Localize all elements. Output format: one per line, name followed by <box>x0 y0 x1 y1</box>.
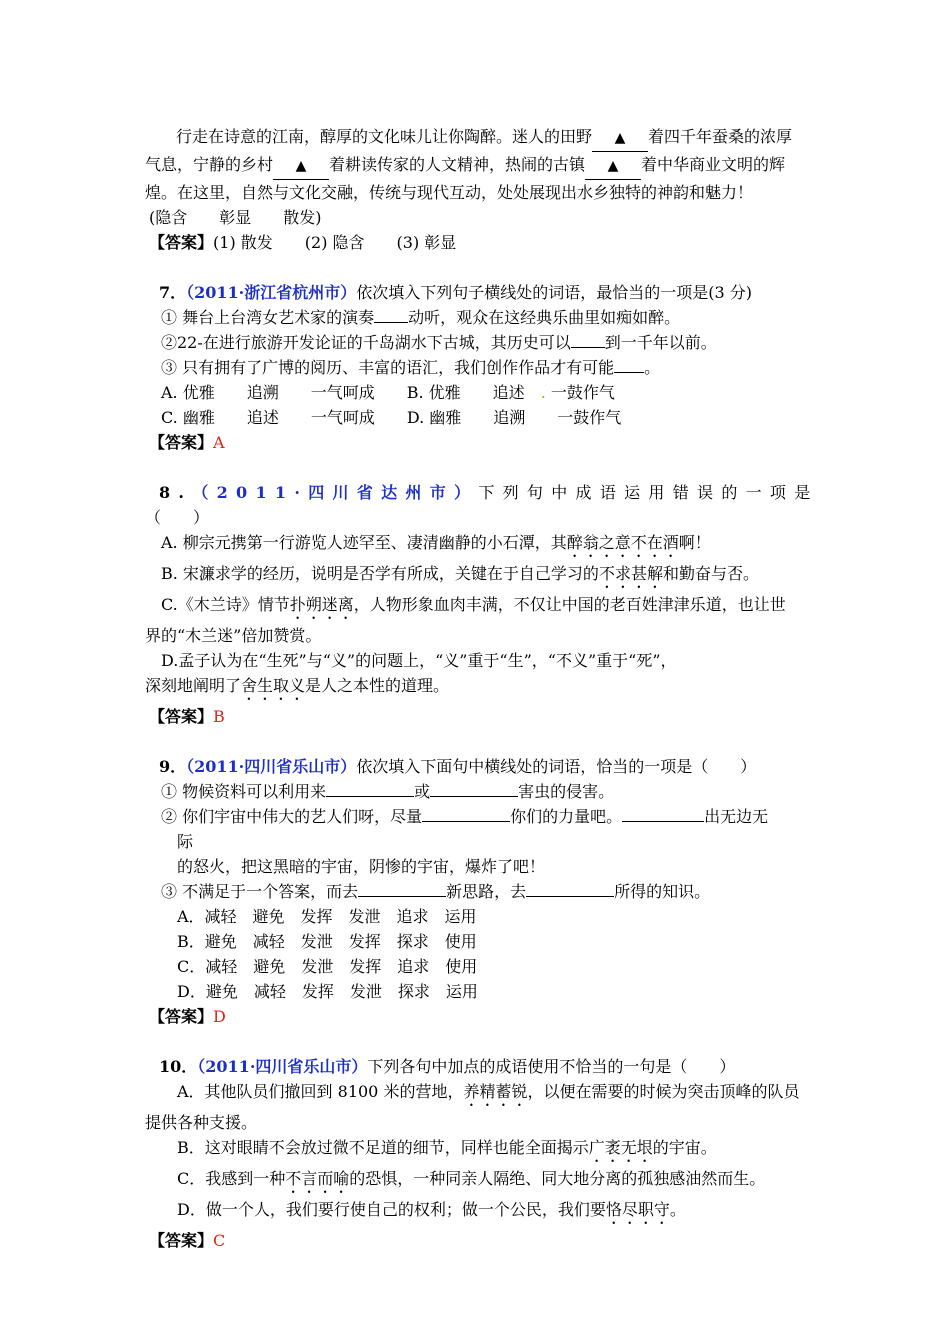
question-10-option-a-cont: 提供各种支援。 <box>145 1113 258 1132</box>
answer-text: A <box>213 433 225 452</box>
option-text: A．其他队员们撤回到 8100 米的营地， <box>177 1082 464 1101</box>
question-10-stem <box>145 1054 817 1079</box>
option-text: 深刻地阐明了 <box>145 676 242 695</box>
dotted-idiom: 养精蓄锐 <box>463 1082 528 1101</box>
question-8-option-c-cont: 界的“木兰迷”倍加赞赏。 <box>145 626 322 645</box>
answer-text: C <box>213 1231 226 1250</box>
question-text: 下列各句中加点的成语使用不恰当的一句是（ ） <box>367 1057 736 1076</box>
sentence-text: 动听，观众在这经典乐曲里如痴如醉。 <box>408 308 681 327</box>
question-10-option-d <box>145 1197 817 1228</box>
option-text: 。 <box>669 1200 686 1219</box>
question-10-option-b <box>145 1135 817 1166</box>
question-number: 10． <box>159 1057 198 1076</box>
option-text: B. 宋濂求学的经历，说明是否学有所成，关键在于自己学习的 <box>161 564 599 583</box>
question-7-sentence-2 <box>145 330 817 355</box>
sentence-text: ②22-在进行旅游开发论证的千岛湖水下古城，其历史可以 <box>161 333 571 352</box>
answer-text: D <box>213 1007 226 1026</box>
passage-line-2 <box>145 152 817 180</box>
question-number: 7． <box>159 283 187 302</box>
option-text: C.《木兰诗》情节 <box>161 595 290 614</box>
question-9-option-d: D．避免 减轻 发挥 发泄 探求 运用 <box>177 982 478 1001</box>
option-text: B．这对眼睛不会放过微不足道的细节，同样也能全面揭示 <box>177 1138 589 1157</box>
question-text: 依次填入下面句中横线处的词语，恰当的一项是（ ） <box>356 757 757 776</box>
triangle-blank: ▲ <box>585 154 641 180</box>
answer-label: 【答案】 <box>149 433 214 452</box>
question-text: 下列句中成语运用错误的一项是 <box>478 483 819 502</box>
question-9-sentence-2-wrap: 际 <box>177 832 194 851</box>
option-text: D．做一个人，我们要行使自己的权利；做一个公民，我们要 <box>177 1200 606 1219</box>
answer-line <box>145 704 817 729</box>
sentence-text: ② 你们宇宙中伟大的艺人们呀，尽量 <box>161 807 423 826</box>
option-text: A. 柳宗元携第一行游览人迹罕至、凄清幽静的小石潭，其 <box>161 533 567 552</box>
question-source: （2011·浙江省杭州市） <box>186 283 357 302</box>
option-text: ，以便在需要的时候为突击顶峰的队员 <box>527 1082 800 1101</box>
question-9-option-a: A．减轻 避免 发挥 发泄 追求 运用 <box>177 907 477 926</box>
sentence-text: 到一千年以前。 <box>604 333 717 352</box>
fill-blank <box>571 333 605 348</box>
option-a: A. 优雅 追溯 一气呵成 <box>161 383 375 402</box>
dotted-idiom: 醉翁之意不在酒 <box>566 533 679 552</box>
fill-blank <box>358 882 446 897</box>
question-number: 8. <box>159 483 193 502</box>
question-number: 9． <box>159 757 187 776</box>
fill-blank <box>622 807 704 822</box>
question-source: （2011·四川省乐山市） <box>186 757 357 776</box>
passage-text: 气息，宁静的乡村 <box>145 155 274 174</box>
option-text: ，人物形象血肉丰满，不仅让中国的老百姓津津乐道，也让世 <box>353 595 786 614</box>
option-text: 的宇宙。 <box>652 1138 717 1157</box>
question-text: 依次填入下列句子横线处的词语，最恰当的一项是(3 分) <box>356 283 753 302</box>
option-b: B. 优雅 追述 <box>406 383 525 402</box>
fill-blank <box>526 882 614 897</box>
fill-blank <box>422 807 510 822</box>
answer-line <box>145 1228 817 1253</box>
sentence-text: 出无边无 <box>704 807 769 826</box>
question-9-sentence-2 <box>145 804 817 829</box>
option-c: C. 幽雅 追述 一气呵成 <box>161 408 375 427</box>
option-text: C．我感到一种 <box>177 1169 286 1188</box>
question-9-option-c: C．减轻 避免 发泄 发挥 追求 使用 <box>177 957 478 976</box>
question-7-stem <box>145 280 817 305</box>
sentence-text: ① 物候资料可以利用来 <box>161 782 327 801</box>
sentence-text: 害虫的侵害。 <box>518 782 615 801</box>
sentence-text: 或 <box>414 782 431 801</box>
question-8-stem <box>145 480 817 505</box>
dotted-idiom: 恪尽职守 <box>605 1200 670 1219</box>
answer-line <box>145 230 817 255</box>
sentence-text: ① 舞台上台湾女艺术家的演奏 <box>161 308 375 327</box>
answer-label: 【答案】 <box>149 1007 214 1026</box>
question-8-paren: （ ） <box>145 508 210 527</box>
sentence-text: 所得的知识。 <box>614 882 711 901</box>
question-7-sentence-3 <box>145 355 817 380</box>
dotted-idiom: 舍生取义 <box>241 676 306 695</box>
option-text: 是人之本性的道理。 <box>305 676 450 695</box>
passage-line-1 <box>145 124 817 152</box>
question-9-sentence-3 <box>145 879 817 904</box>
passage-text: 行走在诗意的江南，醇厚的文化味儿让你陶醉。迷人的田野 <box>176 127 593 146</box>
option-d: D. 幽雅 追溯 一鼓作气 <box>406 408 622 427</box>
passage-text: 着四千年蚕桑的浓厚 <box>648 127 793 146</box>
passage-line-3: 煌。在这里，自然与文化交融，传统与现代互动，处处展现出水乡独特的神韵和魅力！ <box>145 183 754 202</box>
question-9-option-b: B．避免 减轻 发泄 发挥 探求 使用 <box>177 932 477 951</box>
stray-mark: . <box>540 383 546 402</box>
dotted-idiom: 不求甚解 <box>598 564 663 583</box>
question-9-sentence-2-cont: 的怒火，把这黑暗的宇宙，阴惨的宇宙，爆炸了吧！ <box>177 857 546 876</box>
question-7-options-row-1 <box>145 380 817 405</box>
option-text: 啊！ <box>678 533 711 552</box>
question-8-option-c <box>145 592 817 623</box>
dotted-idiom: 广袤无垠 <box>588 1138 653 1157</box>
question-7-options-row-2 <box>145 405 817 430</box>
answer-label: 【答案】 <box>149 233 214 252</box>
question-8-option-d: D.孟子认为在“生死”与“义”的问题上，“义”重于“生”，“不义”重于“死”， <box>161 651 677 670</box>
fill-blank <box>326 782 414 797</box>
question-10-option-a <box>145 1079 817 1110</box>
question-10-option-c <box>145 1166 817 1197</box>
sentence-text: ③ 不满足于一个答案，而去 <box>161 882 359 901</box>
question-8-option-d-cont <box>145 673 817 704</box>
sentence-text: 。 <box>644 358 661 377</box>
option-text: 和勤奋与否。 <box>662 564 759 583</box>
answer-text: B <box>213 707 225 726</box>
dotted-idiom: 扑朔迷离 <box>289 595 354 614</box>
document-page <box>145 124 817 1253</box>
fill-blank <box>430 782 518 797</box>
sentence-text: ③ 只有拥有了广博的阅历、丰富的语汇，我们创作作品才有可能 <box>161 358 615 377</box>
sentence-text: 你们的力量吧。 <box>510 807 623 826</box>
option-b-word: 一鼓作气 <box>550 383 615 402</box>
fill-blank <box>374 308 408 323</box>
word-bank: (隐含 彰显 散发) <box>149 208 322 227</box>
dotted-idiom: 不言而喻 <box>285 1169 350 1188</box>
question-9-sentence-1 <box>145 779 817 804</box>
answer-label: 【答案】 <box>149 707 214 726</box>
question-source: （2011·四川省乐山市） <box>197 1057 368 1076</box>
question-8-option-a <box>145 530 817 561</box>
passage-text: 着耕读传家的人文精神，热闹的古镇 <box>329 155 586 174</box>
answer-text: (1) 散发 (2) 隐含 (3) 彰显 <box>213 233 457 252</box>
triangle-blank: ▲ <box>273 154 329 180</box>
answer-line <box>145 430 817 455</box>
question-source: （2011·四川省达州市） <box>192 483 479 502</box>
fill-blank <box>614 358 644 373</box>
answer-line <box>145 1004 817 1029</box>
question-8-option-b <box>145 561 817 592</box>
answer-label: 【答案】 <box>149 1231 214 1250</box>
question-9-stem <box>145 754 817 779</box>
triangle-blank: ▲ <box>592 126 648 152</box>
question-7-sentence-1 <box>145 305 817 330</box>
option-text: 的恐惧，一种同亲人隔绝、同大地分离的孤独感油然而生。 <box>349 1169 766 1188</box>
sentence-text: 新思路，去 <box>446 882 527 901</box>
passage-text: 着中华商业文明的辉 <box>641 155 786 174</box>
